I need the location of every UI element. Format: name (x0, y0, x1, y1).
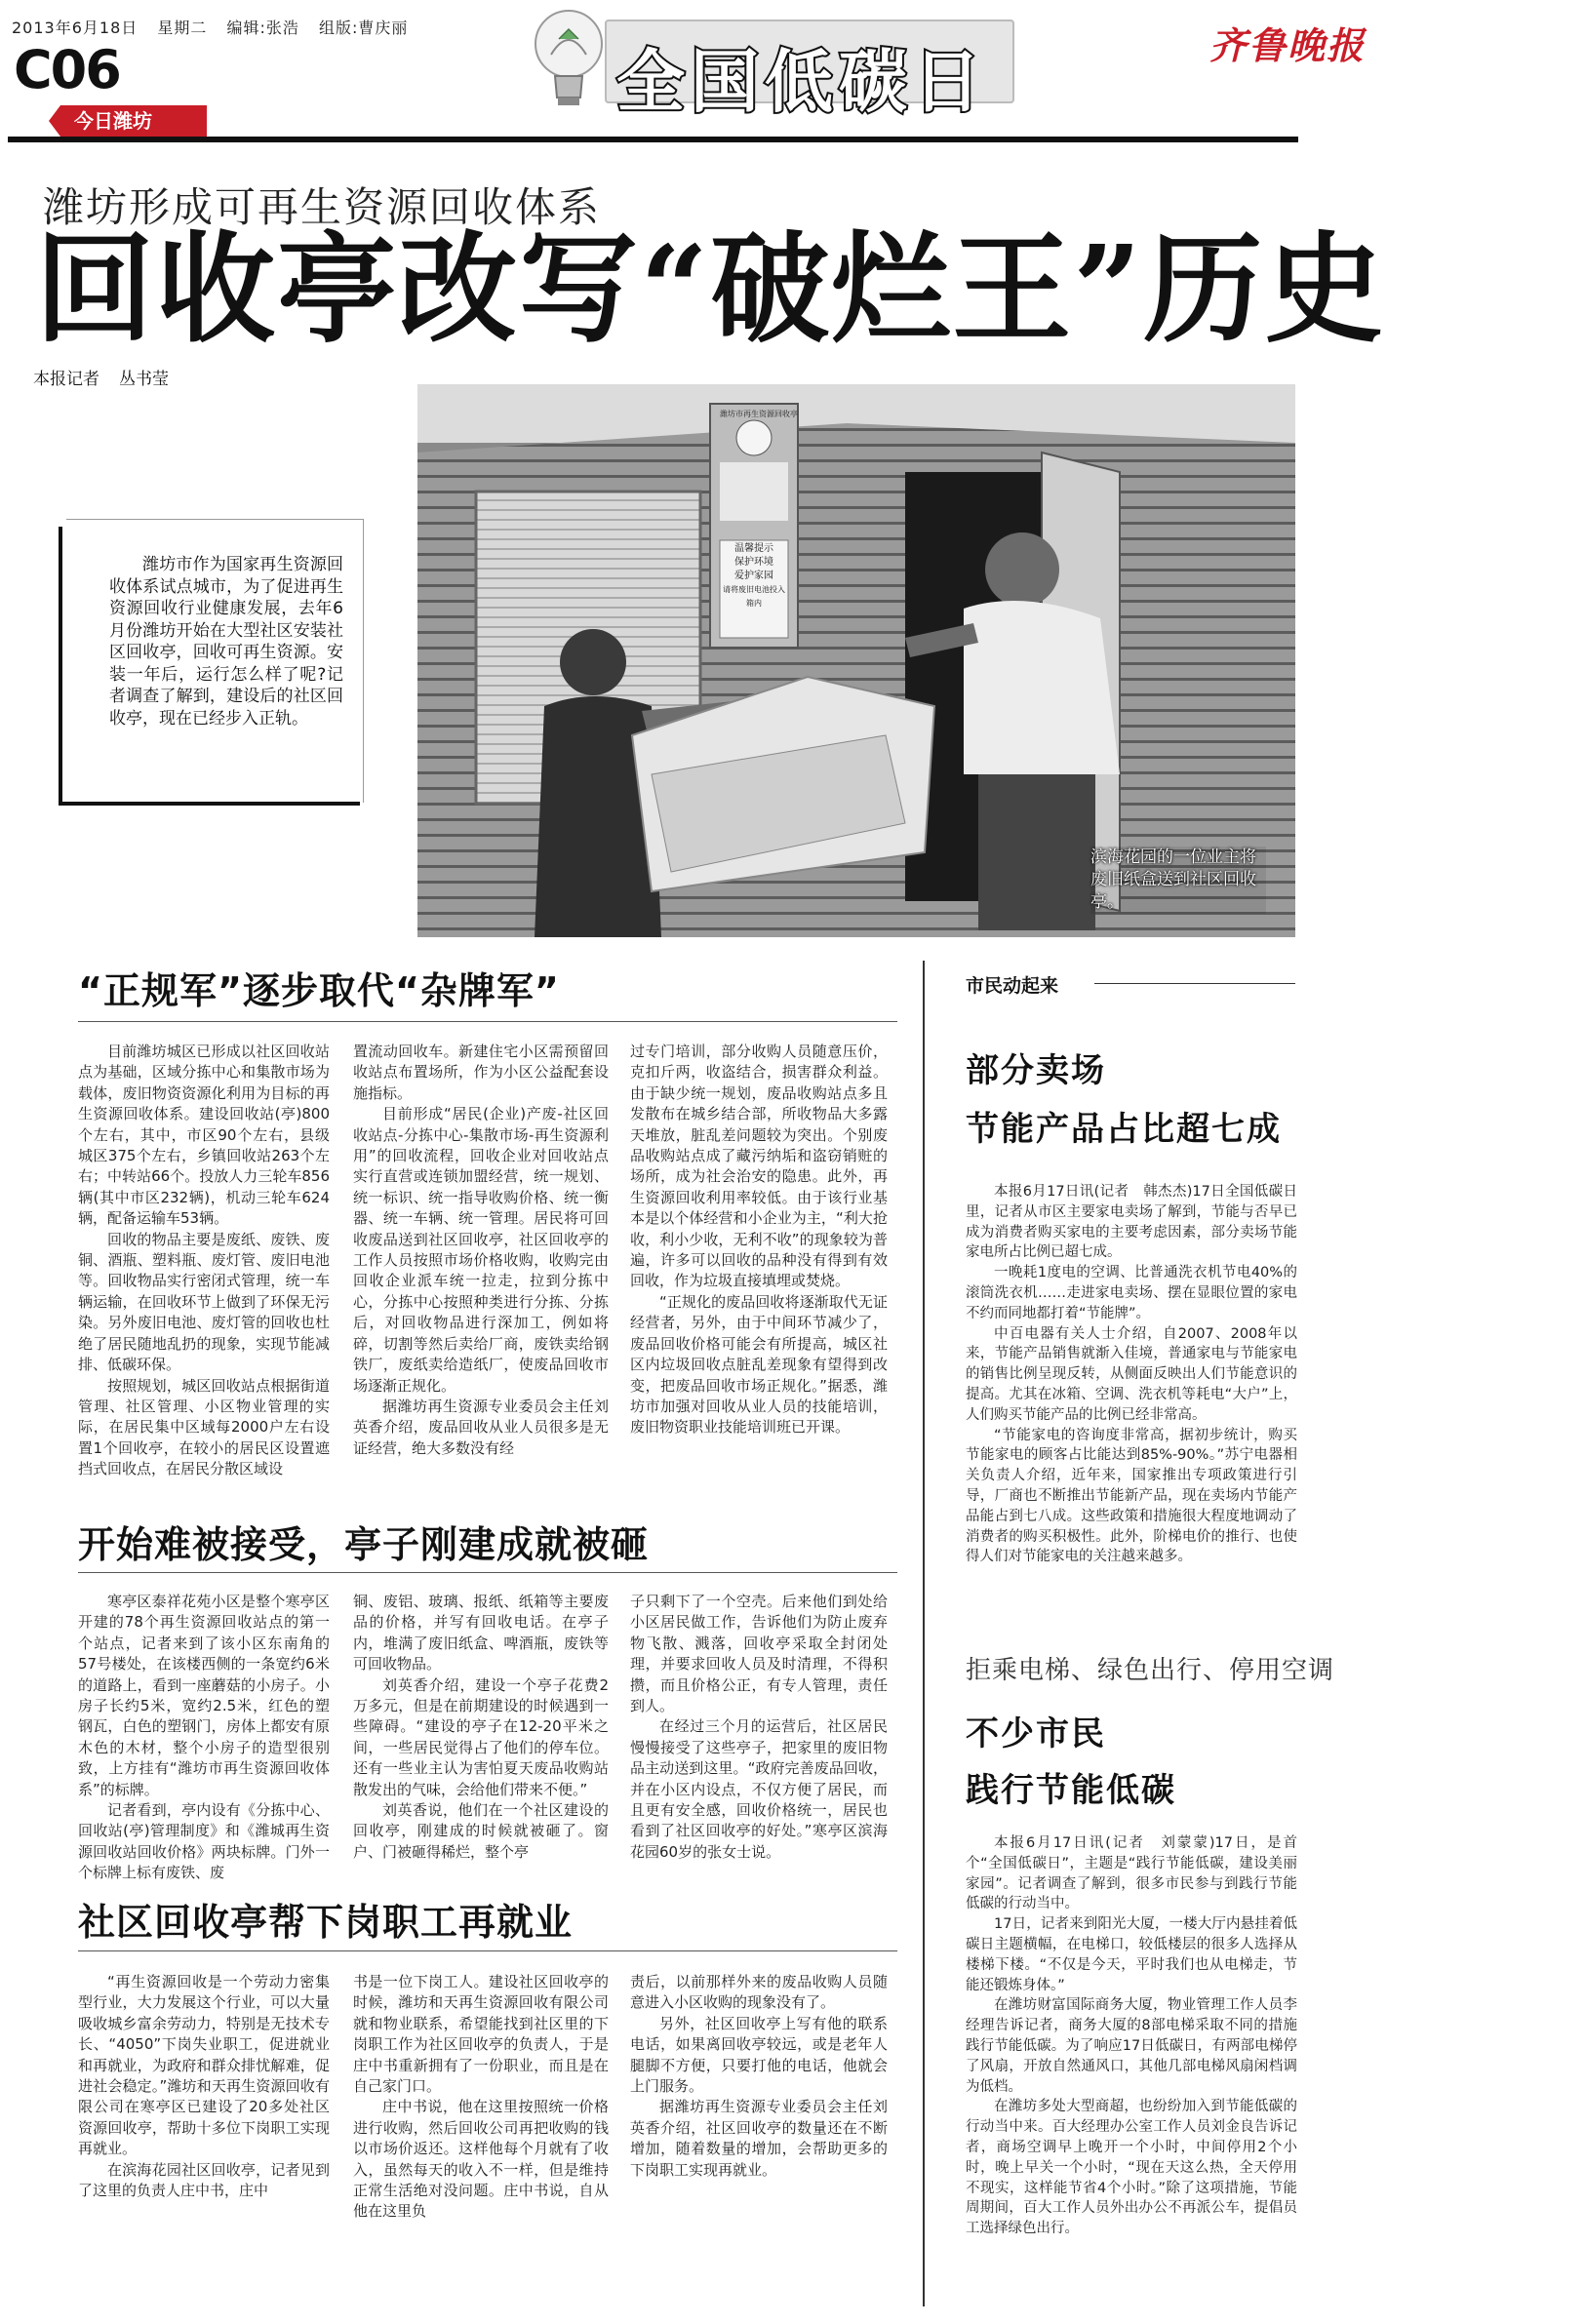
paragraph: “再生资源回收是一个劳动力密集型行业，大力发展这个行业，可以大量吸收城乡富余劳动力，特别是无技术专长、“4050”下岗失业职工，促进就业和再就业，为政府和群众排忧解难，促进社会稳定。”潍坊和天再生资源回收有限公司在寒亭区已建设了20多处社区资源回收亭，帮助十多位下岗职工实现再就业。 (78, 1973, 330, 2158)
sign-line: 温馨提示 (734, 543, 773, 554)
section-heading-1: “正规军”逐步取代“杂牌军” (78, 969, 560, 1012)
story2-title-line1: 不少市民 (966, 1714, 1106, 1753)
sign-line: 请将废旧电池投入箱内 (723, 585, 785, 608)
section-heading-3: 社区回收亭帮下岗职工再就业 (78, 1901, 574, 1944)
s1-col2 (353, 1042, 609, 1459)
photo-sign-top (720, 410, 798, 419)
issue-date: 2013年6月18日 (12, 19, 139, 37)
paragraph: 记者看到，亭内设有《分拣中心、回收站(亭)管理制度》和《潍城再生资源回收站回收价格》两块标牌。门外一个标牌上标有废铁、废 (78, 1801, 330, 1882)
issue-weekday: 星期二 (157, 19, 208, 37)
sign-line: 保护环境 (734, 557, 773, 568)
issue-layout: 组版:曹庆丽 (318, 19, 409, 37)
story2-kicker: 拒乘电梯、绿色出行、停用空调 (966, 1656, 1335, 1685)
article-title: 回收亭改写“破烂王”历史 (35, 218, 1386, 359)
paragraph: 按照规划，城区回收站点根据街道管理、社区管理、小区物业管理的实际，在居民集中区域每2000户左右设置1个回收亭，在较小的居民区设置遮挡式回收点，在居民分散区域设 (78, 1376, 330, 1478)
paragraph: 责后，以前那样外来的废品收购人员随意进入小区收购的现象没有了。 (630, 1973, 888, 2012)
paragraph: 在滨海花园社区回收亭，记者见到了这里的负责人庄中书，庄中 (78, 2160, 330, 2200)
sidebar-section-label: 市民动起来 (966, 975, 1059, 997)
paragraph: 17日，记者来到阳光大厦，一楼大厅内悬挂着低碳日主题横幅，在电梯口，较低楼层的很多人选择从楼梯下楼。“不仅是今天，平时我们也从电梯走，节能还锻炼身体。” (966, 1916, 1297, 1993)
issue-editor: 编辑:张浩 (226, 19, 299, 37)
section-tab: 今日潍坊 (60, 105, 207, 137)
paragraph: 本报6月17日讯(记者 刘蒙蒙)17日，是首个“全国低碳日”，主题是“践行节能低碳，建设美丽家园”。记者调查了解到，很多市民参与到践行节能低碳的行动当中。 (966, 1835, 1297, 1912)
paragraph: 铜、废铝、玻璃、报纸、纸箱等主要废品的价格，并写有回收电话。在亭子内，堆满了废旧纸盒、啤酒瓶，废铁等可回收物品。 (353, 1593, 609, 1674)
s2-col1 (78, 1592, 330, 1884)
story1-body (966, 1182, 1297, 1567)
paragraph: 刘英香介绍，建设一个亭子花费2万多元，但是在前期建设的时候遇到一些障碍。“建设的亭子在12-20平米之间，一些居民觉得占了他们的停车位。还有一些业主认为害怕夏天废品收购站散发出的气味，会给他们带来不便。” (353, 1675, 609, 1798)
photo-sign-notice (722, 542, 786, 611)
byline-label: 本报记者 (33, 370, 99, 389)
paragraph: 目前形成“居民(企业)产废-社区回收站点-分拣中心-集散市场-再生资源利用”的回收流程，回收企业对回收站点实行直营或连锁加盟经营，统一规划、统一标识、统一指导收购价格、统一衡器、统一车辆、统一管理。居民将可回收废品送到社区回收亭，社区回收亭的工作人员按照市场价格收购，收购完由回收企业派车统一拉走，拉到分拣中心，分拣中心按照种类进行分拣、分拣后，对回收物品进行深加工，例如将碎，切割等然后卖给厂商，废铁卖给钢铁厂，废纸卖给造纸厂，使废品回收市场逐渐正规化。 (353, 1105, 609, 1395)
lightbulb-icon (522, 0, 614, 117)
sidebar-rule (1094, 983, 1295, 984)
sign-line: 爱护家园 (734, 571, 773, 581)
byline-name: 丛书莹 (119, 370, 169, 389)
paragraph: 中百电器有关人士介绍，自2007、2008年以来，节能产品销售就渐入佳境，普通家电与节能家电的销售比例呈现反转，从侧面反映出人们节能意识的提高。尤其在冰箱、空调、洗衣机等耗电“大户”上，人们购买节能产品的比例已经非常高。 (966, 1325, 1297, 1423)
heading-rule (78, 1021, 897, 1022)
story2-title-line2: 践行节能低碳 (966, 1771, 1176, 1810)
sign-line: 潍坊市再生资源回收亭 (720, 410, 798, 418)
paragraph: 另外，社区回收亭上写有他的联系电话，如果离回收亭较远，或是老年人腿脚不方便，只要打他的电话，他就会上门服务。 (630, 2014, 888, 2096)
story1-title-line1: 部分卖场 (966, 1051, 1106, 1090)
story1-title-line2: 节能产品占比超七成 (966, 1110, 1282, 1149)
s2-col3 (630, 1592, 888, 1863)
paragraph: 目前潍坊城区已形成以社区回收站点为基础，区域分拣中心和集散市场为载体，废旧物资资源化利用为目标的再生资源回收体系。建设回收站(亭)800个左右，其中，市区90个左右，县级城区375个左右，乡镇回收站263个左右；中转站66个。投放人力三轮车856辆(其中市区232辆)，机动三轮车624辆，配备运输车53辆。 (78, 1043, 330, 1228)
paragraph: 本报6月17日讯(记者 韩杰杰)17日全国低碳日里，记者从市区主要家电卖场了解到，节能与否早已成为消费者购买家电的主要考虑因素，部分卖场节能家电所占比例已超七成。 (966, 1184, 1297, 1261)
paragraph: 置流动回收车。新建住宅小区需预留回收站点布置场所，作为小区公益配套设施指标。 (353, 1043, 609, 1102)
paragraph: 书是一位下岗工人。建设社区回收亭的时候，潍坊和天再生资源回收有限公司就和物业联系，希望能找到社区里的下岗职工作为社区回收亭的负责人，于是庄中书重新拥有了一份职业，而且是在自己家门口。 (353, 1973, 609, 2096)
s2-col2 (353, 1592, 609, 1863)
newspaper-logo: 齐鲁晚报 (1209, 23, 1367, 67)
page-number: C06 (14, 39, 120, 100)
issue-meta (12, 16, 421, 38)
paragraph: 在潍坊财富国际商务大厦，物业管理工作人员李经理告诉记者，商务大厦的8部电梯采取不同的措施践行节能低碳。为了响应17日低碳日，有两部电梯停了风扇，开放自然通风口，其他几部电梯风扇闲档调为低档。 (966, 1997, 1297, 2095)
paragraph: 一晚耗1度电的空调、比普通洗衣机节电40%的滚筒洗衣机……走进家电卖场、摆在显眼位置的家电不约而同地都打着“节能牌”。 (966, 1265, 1297, 1321)
paragraph: 刘英香说，他们在一个社区建设的回收亭，刚建成的时候就被砸了。窗户、门被砸得稀烂，整个亭 (353, 1801, 609, 1861)
s1-col1 (78, 1042, 330, 1480)
paragraph: “节能家电的咨询度非常高，据初步统计，购买节能家电的顾客占比能达到85%-90%。”苏宁电器相关负责人介绍，近年来，国家推出专项政策进行引导，厂商也不断推出节能新产品，现在卖场内节能产品能占到七八成。这些政策和措施很大程度地调动了消费者的购买积极性。此外，阶梯电价的推行、也使得人们对节能家电的关注越来越多。 (966, 1427, 1297, 1565)
story2-body (966, 1833, 1297, 2239)
byline (33, 365, 169, 389)
banner-title: 全国低碳日 (616, 42, 987, 122)
paragraph: 据潍坊再生资源专业委员会主任刘英香介绍，废品回收从业人员很多是无证经营，绝大多数没有经 (353, 1397, 609, 1457)
intro-text: 潍坊市作为国家再生资源回收体系试点城市，为了促进再生资源回收行业健康发展，去年6月份潍坊开始在大型社区安装社区回收亭，回收可再生资源。安装一年后，运行怎么样了呢?记者调查了解到，建设后的社区回收亭，现在已经步入正轨。 (109, 555, 344, 729)
section-heading-2: 开始难被接受，亭子刚建成就被砸 (78, 1523, 650, 1566)
paragraph: 据潍坊再生资源专业委员会主任刘英香介绍，社区回收亭的数量还在不断增加，随着数量的增加，会帮助更多的下岗职工实现再就业。 (630, 2098, 888, 2179)
s3-col3 (630, 1972, 888, 2181)
paragraph: 回收的物品主要是废纸、废铁、废铜、酒瓶、塑料瓶、废灯管、废旧电池等。回收物品实行密闭式管理，统一车辆运输，在回收环节上做到了环保无污染。另外废旧电池、废灯管的回收也杜绝了居民随地乱扔的现象，实现节能减排、低碳环保。 (78, 1230, 330, 1374)
paragraph: 庄中书说，他在这里按照统一价格进行收购，然后回收公司再把收购的钱以市场价返还。这样他每个月就有了收入，虽然每天的收入不一样，但是维持正常生活绝对没问题。庄中书说，自从他在这里负 (353, 2098, 609, 2221)
article-subtitle: 潍坊形成可再生资源回收体系 (43, 183, 602, 231)
s1-col3 (630, 1042, 888, 1438)
paragraph: 寒亭区泰祥花苑小区是整个寒亭区开建的78个再生资源回收站点的第一个站点，记者来到了该小区东南角的57号楼处，在该楼西侧的一条宽约6米的道路上，看到一座蘑菇的小房子。小房子长约5米，宽约2.5米，红色的塑钢瓦，白色的塑钢门，房体上都安有原木色的木材，整个小房子的造型很别致，上方挂有“潍坊市再生资源回收体系”的标牌。 (78, 1593, 330, 1798)
s3-col1 (78, 1972, 330, 2201)
paragraph: 过专门培训，部分收购人员随意压价，克扣斤两，收盗结合，损害群众利益。由于缺少统一规划，废品收购站点多且发散布在城乡结合部，所收物品大多露天堆放，脏乱差问题较为突出。个别废品收购站点成了藏污纳垢和盗窃销赃的场所，成为社会治安的隐患。此外，再生资源回收利用率较低。由于该行业基本是以个体经营和小企业为主，“利大抢收，利小少收，无利不收”的现象较为普遍，许多可以回收的品种没有得到有效回收，作为垃圾直接填埋或焚烧。 (630, 1043, 888, 1290)
column-divider (923, 961, 925, 2306)
paragraph: 在经过三个月的运营后，社区居民慢慢接受了这些亭子，把家里的废旧物品主动送到这里。“政府完善废品回收，并在小区内设点，不仅方便了居民，而且更有安全感，回收价格统一，居民也看到了社区回收亭的好处。”寒亭区滨海花园60岁的张女士说。 (630, 1717, 888, 1861)
s3-col2 (353, 1972, 609, 2223)
heading-rule (78, 1950, 897, 1951)
heading-rule (78, 1572, 897, 1573)
paragraph: 在潍坊多处大型商超，也纷纷加入到节能低碳的行动当中来。百大经理办公室工作人员刘金良告诉记者，商场空调早上晚开一个小时，中间停用2个小时，晚上早关一个小时，“现在天这么热，全天停用不现实，这样能节省4个小时。”除了这项措施，节能周期间，百大工作人员外出办公不再派公车，提倡员工选择绿色出行。 (966, 2099, 1297, 2237)
paragraph: “正规化的废品回收将逐渐取代无证经营者，另外，由于中间环节减少了，废品回收价格可能会有所提高，城区社区内垃圾回收点脏乱差现象有望得到改变，把废品回收市场正规化。”据悉，潍坊市加强对回收从业人员的技能培训，废旧物资职业技能培训班已开课。 (630, 1292, 888, 1437)
photo-caption: 滨海花园的一位业主将废旧纸盒送到社区回收亭。 (1090, 847, 1266, 914)
paragraph: 子只剩下了一个空壳。后来他们到处给小区居民做工作，告诉他们为防止废弃物飞散、溅落，回收亭采取全封闭处理，并要求回收人员及时清理，不得积攒，而且价格公正，有专人管理，责任到人。 (630, 1593, 888, 1715)
